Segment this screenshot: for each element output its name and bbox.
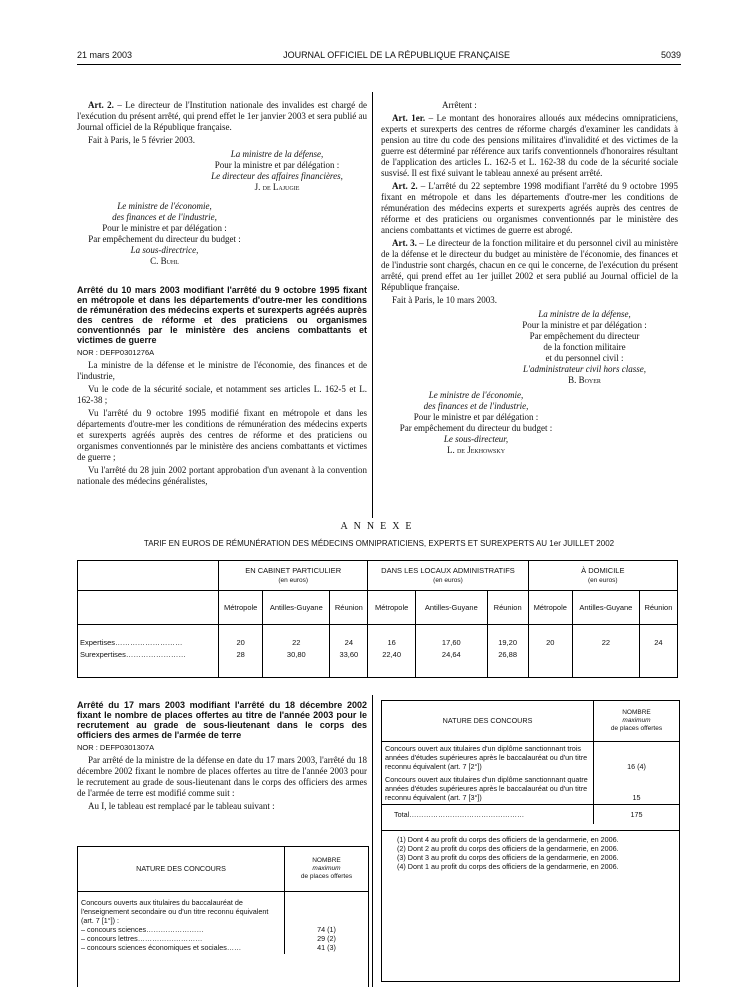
arrete-17-mars-title: Arrêté du 17 mars 2003 modifiant l'arrêté du 18 décembre 2002 fixant le nombre de places offertes au titre de l'année 2003 pour le recrutement au grade de sous-lieutenant dans le corps des officiers des armes de l'armée de terre xyxy=(77,700,367,740)
arrete-10-mars-fait: Fait à Paris, le 10 mars 2003. xyxy=(392,295,497,305)
tarif-subcol-header: Réunion xyxy=(639,591,677,625)
header-date: 21 mars 2003 xyxy=(77,50,133,60)
header-page-number: 5039 xyxy=(660,50,681,60)
tarif-subcol-header: Antilles-Guyane xyxy=(572,591,639,625)
signature-defense: La ministre de la défense, Pour la ministre et par délégation : Par empêchement du directeur de la fonction militaire et du personnel civil : L'administrateur civil hors classe, B. Boyer xyxy=(522,309,647,385)
column-divider-bottom xyxy=(372,695,373,987)
tarif-subcol-header: Métropole xyxy=(528,591,572,625)
right-column xyxy=(381,100,678,456)
tarif-subcol-header: Réunion xyxy=(330,591,368,625)
page-header xyxy=(77,50,681,64)
left-column xyxy=(77,100,367,489)
tarif-subcol-header: Antilles-Guyane xyxy=(415,591,487,625)
annexe-subtitle: TARIF EN EUROS DE RÉMUNÉRATION DES MÉDECINS OMNIPRATICIENS, EXPERTS ET SUREXPERTS AU 1er JUILLET 2002 xyxy=(143,539,615,548)
arrete-10-mars-nor: NOR : DEFP0301276A xyxy=(77,348,155,357)
table-row: Concours ouvert aux titulaires d'un diplôme sanctionnant trois années d'études supérieures après le baccalauréat ou d'un titre reconnu équivalent (art. 7 [2°]) 16 (4) xyxy=(382,741,679,773)
places-table-left: NATURE DES CONCOURS NOMBRE maximum de places offertes Concours ouverts aux titulaires du baccalauréat de l'enseignement secondaire ou d'un titre reconnu équivalent (art. 7 [1°]) : – concours sciences…………………… – concours lettres……………………… – concours sciences économiques et sociales…… 74 (1) 29 (2) 41 (3) xyxy=(77,846,369,987)
tarif-group-header: DANS LES LOCAUX ADMINISTRATIFS (en euros) xyxy=(368,561,528,591)
tarif-corner-cell xyxy=(78,561,219,591)
arrete-17-mars-nor: NOR : DEFP0301307A xyxy=(77,743,155,752)
table-row: Surexpertises…………………… 28 30,80 33,60 22,40 24,64 26,88 xyxy=(78,649,678,661)
annexe-title: ANNEXE xyxy=(340,521,418,532)
arrete-10-mars: Arrêté du 10 mars 2003 modifiant l'arrêté du 9 octobre 1995 fixant en métropole et dans les départements d'outre-mer les conditions de rémunération des médecins experts et surexperts agréés auprès des centres de réforme et des praticiens ou organismes conventionnés par le ministère des anciens combattants et victimes de guerre NOR : DEFP0301276A La ministre de la défense et le ministre de l'économie, des finances et de l'industrie, Vu le code de la sécurité sociale, et notamment ses articles L. 162-5 et L. 162-38 ; Vu l'arrêté du 9 octobre 1995 modifié fixant en métropole et dans les départements d'outre-mer les conditions de rémunération des médecins experts et surexperts agréés auprès des centres de réforme et des praticiens ou organismes conventionnés par le ministère des anciens combattants et victimes de guerre ; Vu l'arrêté du 28 juin 2002 portant approbation d'un avenant à la convention nationale des médecins généralistes, xyxy=(77,285,367,486)
column-divider xyxy=(372,92,373,518)
arrete-10-mars-article-3: Art. 3. – Le directeur de la fonction militaire et du personnel civil au ministère de la défense et le directeur du budget au ministère de l'économie, des finances et de l'industrie sont chargés, chacun en ce qui le concerne, de l'exécution du présent arrêté, qui prend effet au 1er juillet 2002 et sera publié au Journal officiel de la République française. xyxy=(381,238,678,292)
header-journal-title: JOURNAL OFFICIEL DE LA RÉPUBLIQUE FRANÇAISE xyxy=(283,50,510,60)
signature-economie: Le ministre de l'économie, des finances et de l'industrie, Pour le ministre et par délégation : Par empêchement du directeur du budget : Le sous-directeur, L. de Jekhowsky xyxy=(399,390,553,455)
places-table-right: NATURE DES CONCOURS NOMBRE maximum de places offertes Concours ouvert aux titulaires d'un diplôme sanctionnant trois années d'études supérieures après le baccalauréat ou d'un titre reconnu équivalent (art. 7 [2°]) 16 (4) Concours ouvert aux titulaires d'un diplôme sanctionnant quatre années d'études supérieures après le baccalauréat ou d'un titre reconnu équivalent (art. 7 [3°]) 15 Total………………………………………… 175 (1) Dont 4 au profit du corps des officiers de la gendarmerie, en 2006. (2) Dont 2 au profit du corps des officiers de la gendarmerie, en 2006. (3) Dont 3 au profit du corps des officiers de la gendarmerie, en 2006. (4) Dont 1 au profit du corps des officiers de la gendarmerie, en 2006. xyxy=(381,700,680,982)
table-row: Concours ouvert aux titulaires d'un diplôme sanctionnant quatre années d'études supérieures après le baccalauréat ou d'un titre reconnu équivalent (art. 7 [3°]) 15 xyxy=(382,773,679,805)
table-row: Expertises……………………… 20 22 24 16 17,60 19,20 20 22 24 xyxy=(78,637,678,649)
tarif-table xyxy=(77,560,678,678)
arrete-10-mars-article-2: Art. 2. – L'arrêté du 22 septembre 1998 modifiant l'arrêté du 9 octobre 1995 fixant en métropole et dans les départements d'outre-mer les conditions de rémunération des médecins experts et surexperts agréés auprès des centres de réforme et des praticiens ou organismes conventionnés par le ministère des anciens combattants et victimes de guerre est abrogé. xyxy=(381,181,678,235)
previous-signature-defense: La ministre de la défense, Pour la ministre et par délégation : Le directeur des affaires financières, J. de Lajugie xyxy=(211,149,343,192)
tarif-subcol-header: Antilles-Guyane xyxy=(263,591,330,625)
tarif-subcol-header: Réunion xyxy=(487,591,528,625)
tarif-subcol-header: Métropole xyxy=(219,591,263,625)
tarif-group-header: À DOMICILE (en euros) xyxy=(528,561,677,591)
footnotes: (1) Dont 4 au profit du corps des officiers de la gendarmerie, en 2006. (2) Dont 2 au profit du corps des officiers de la gendarmerie, en 2006. (3) Dont 3 au profit du corps des officiers de la gendarmerie, en 2006. (4) Dont 1 au profit du corps des officiers de la gendarmerie, en 2006. xyxy=(382,830,679,875)
previous-signature-economie: Le ministre de l'économie, des finances et de l'industrie, Pour le ministre et par délégation : Par empêchement du directeur du budget : La sous-directrice, C. Buhl xyxy=(88,201,241,266)
list-item: Concours ouverts aux titulaires du baccalauréat de l'enseignement secondaire ou d'un titre reconnu équivalent (art. 7 [1°]) : – concours sciences…………………… – concours lettres……………………… – concours sciences économiques et sociales…… xyxy=(81,897,269,952)
previous-article-2: Art. 2. – Le directeur de l'Institution nationale des invalides est chargé de l'exécution du présent arrêté, qui prend effet le 1er janvier 2003 et sera publié au Journal officiel de la République française. xyxy=(77,100,367,132)
arrete-10-mars-title: Arrêté du 10 mars 2003 modifiant l'arrêté du 9 octobre 1995 fixant en métropole et dans les départements d'outre-mer les conditions de rémunération des médecins experts et surexperts agréés auprès des centres de réforme et des praticiens ou organismes conventionnés par le ministère des anciens combattants et victimes de guerre xyxy=(77,285,367,345)
header-rule xyxy=(77,64,681,65)
arretent: Arrêtent : xyxy=(442,100,477,110)
table-row: Total………………………………………… 175 xyxy=(382,804,679,824)
tarif-group-header: EN CABINET PARTICULIER (en euros) xyxy=(219,561,368,591)
arrete-10-mars-article-1: Art. 1er. – Le montant des honoraires alloués aux médecins omnipraticiens, experts et surexperts des centres de réforme chargés d'examiner les candidats à pension au titre du code des pensions militaires d'invalidité et des victimes de la guerre est déterminé par référence aux tarifs conventionnels d'honoraires résultant de l'application des articles L. 162-5 et L. 162-38 du code de la sécurité sociale susvisé. Il est fixé suivant le tableau annexé au présent arrêté. xyxy=(381,113,678,178)
tarif-subcol-header: Métropole xyxy=(368,591,416,625)
previous-fait: Fait à Paris, le 5 février 2003. xyxy=(88,135,195,145)
arrete-17-mars: Arrêté du 17 mars 2003 modifiant l'arrêté du 18 décembre 2002 fixant le nombre de places offertes au titre de l'année 2003 pour le recrutement au grade de sous-lieutenant dans le corps des officiers des armes de l'armée de terre NOR : DEFP0301307A Par arrêté de la ministre de la défense en date du 17 mars 2003, l'arrêté du 18 décembre 2002 fixant le nombre de places offertes au titre de l'année 2003 pour le recrutement au grade de sous-lieutenant dans le corps des officiers des armes de l'armée de terre est modifié comme suit : Au I, le tableau est remplacé par le tableau suivant : xyxy=(77,700,367,811)
